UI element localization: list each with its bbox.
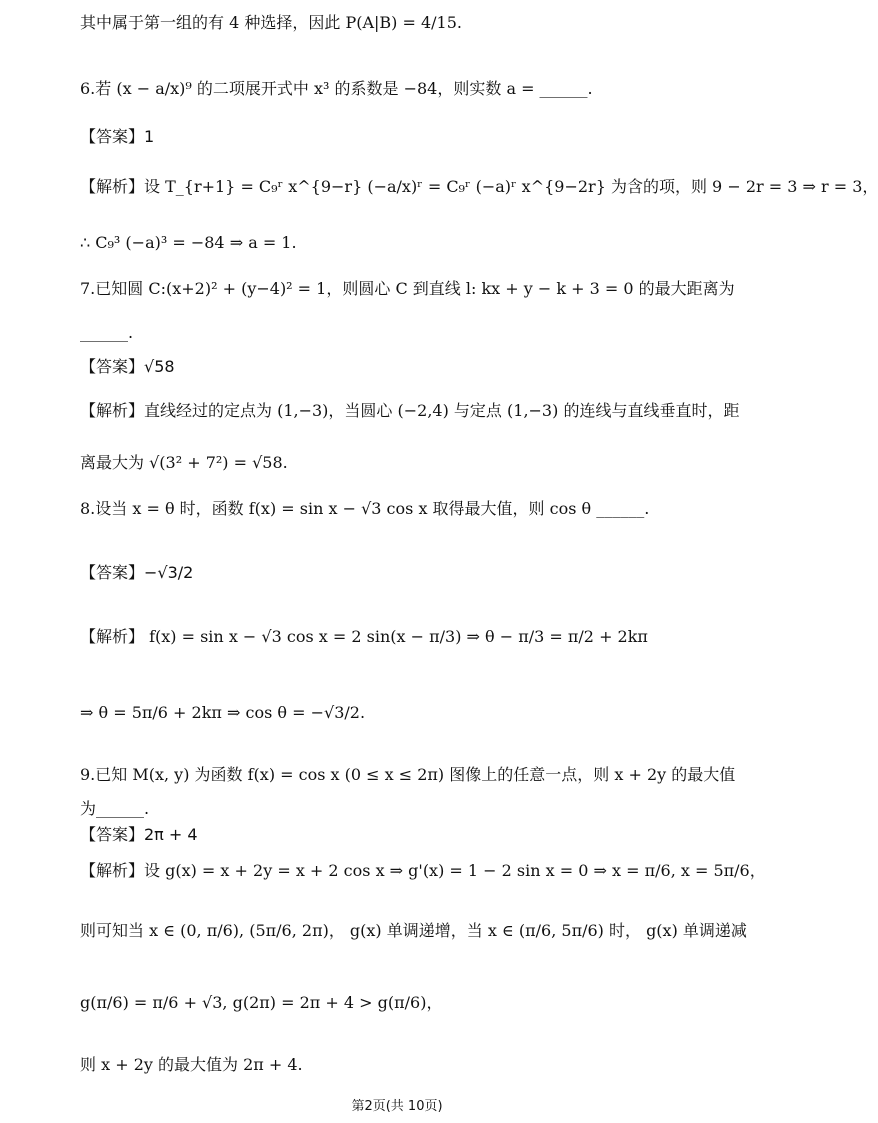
text-line: 其中属于第一组的有 4 种选择，因此 P(A|B) = 4/15.: [80, 13, 462, 32]
explanation-8-line1: 【解析】 f(x) = sin x − √3 cos x = 2 sin(x − π/3) ⇒ θ − π/3 = π/2 + 2kπ: [80, 627, 648, 646]
explanation-6-line2: ∴ C₉³ (−a)³ = −84 ⇒ a = 1.: [80, 233, 297, 252]
page-footer: 第2页(共 10页): [351, 1099, 443, 1114]
answer-6: 【答案】1: [80, 127, 155, 146]
explanation-9-line1: 【解析】设 g(x) = x + 2y = x + 2 cos x ⇒ g'(x) = 1 − 2 sin x = 0 ⇒ x = π/6, x = 5π/6，: [80, 861, 766, 880]
explanation-7-line1: 【解析】直线经过的定点为 (1,−3)，当圆心 (−2,4) 与定点 (1,−3) 的连线与直线垂直时，距: [80, 401, 740, 420]
explanation-9-line3: g(π/6) = π/6 + √3, g(2π) = 2π + 4 > g(π/6)，: [80, 993, 443, 1012]
question-6: 6.若 (x − a/x)⁹ 的二项展开式中 x³ 的系数是 −84，则实数 a = ______.: [80, 79, 593, 98]
explanation-9-line2: 则可知当 x ∈ (0, π/6), (5π/6, 2π)， g(x) 单调递增，当 x ∈ (π/6, 5π/6) 时， g(x) 单调递减: [80, 921, 747, 940]
explanation-8-line2: ⇒ θ = 5π/6 + 2kπ ⇒ cos θ = −√3/2.: [80, 703, 366, 722]
explanation-9-line4: 则 x + 2y 的最大值为 2π + 4.: [80, 1055, 303, 1074]
answer-8: 【答案】−√3/2: [80, 563, 194, 582]
question-9-line1: 9.已知 M(x, y) 为函数 f(x) = cos x (0 ≤ x ≤ 2π) 图像上的任意一点，则 x + 2y 的最大值: [80, 765, 736, 784]
question-7-line1: 7.已知圆 C:(x+2)² + (y−4)² = 1，则圆心 C 到直线 l: kx + y − k + 3 = 0 的最大距离为: [80, 279, 735, 298]
question-8: 8.设当 x = θ 时，函数 f(x) = sin x − √3 cos x 取得最大值，则 cos θ ______.: [80, 499, 650, 518]
question-9-line2: 为______.: [80, 799, 150, 818]
answer-7: 【答案】√58: [80, 357, 175, 376]
explanation-6-line1: 【解析】设 T_{r+1} = C₉ʳ x^{9−r} (−a/x)ʳ = C₉ʳ (−a)ʳ x^{9−2r} 为含的项，则 9 − 2r = 3 ⇒ r = 3，: [80, 177, 878, 196]
answer-9: 【答案】2π + 4: [80, 825, 198, 844]
question-7-line2: ______.: [80, 323, 134, 342]
explanation-7-line2: 离最大为 √(3² + 7²) = √58.: [80, 453, 288, 472]
